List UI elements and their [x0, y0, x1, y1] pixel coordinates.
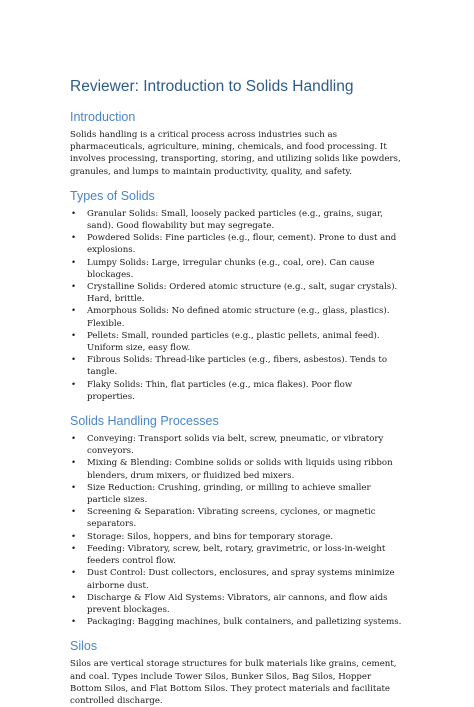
bullet-icon: • [71, 458, 77, 469]
silos-heading: Silos [70, 639, 98, 654]
list-item [70, 616, 402, 628]
list-item-text: Storage: Silos, hoppers, and bins for temporary storage. [87, 531, 334, 542]
introduction-paragraph: Solids handling is a critical process across industries such as pharmaceuticals, agriculture, mining, chemicals, and food processing. It involves processing, transporting, storing, and utilizing solids like powders, granules, and lumps to maintain productivity, quality, and safety. [70, 130, 401, 177]
document-title: Reviewer: Introduction to Solids Handling [70, 78, 354, 95]
list-item [70, 281, 402, 305]
list-item [70, 543, 402, 567]
list-item [70, 257, 402, 281]
list-item-text: Crystalline Solids: Ordered atomic structure (e.g., salt, sugar crystals). Hard, brittle. [87, 282, 398, 305]
bullet-icon: • [71, 592, 77, 603]
bullet-icon: • [71, 355, 77, 366]
processes-section [70, 414, 402, 628]
bullet-icon: • [71, 208, 77, 219]
list-item-text: Powdered Solids: Fine particles (e.g., flour, cement). Prone to dust and explosions. [87, 233, 397, 256]
bullet-icon: • [71, 306, 77, 317]
bullet-icon: • [71, 330, 77, 341]
list-item [70, 567, 402, 591]
list-item-text: Packaging: Bagging machines, bulk containers, and palletizing systems. [87, 617, 402, 628]
silos-section [70, 639, 402, 707]
list-item-text: Discharge & Flow Aid Systems: Vibrators, air cannons, and flow aids prevent blockages. [87, 592, 388, 615]
types-list [70, 208, 402, 403]
list-item [70, 592, 402, 616]
bullet-icon: • [71, 568, 77, 579]
bullet-icon: • [71, 282, 77, 293]
list-item [70, 433, 402, 457]
list-item-text: Screening & Separation: Vibrating screens, cyclones, or magnetic separators. [87, 507, 376, 530]
list-item-text: Granular Solids: Small, loosely packed particles (e.g., grains, sugar, sand). Good flowability but may segregate. [87, 208, 383, 232]
processes-list [70, 433, 402, 628]
bullet-icon: • [71, 531, 77, 542]
processes-heading: Solids Handling Processes [70, 414, 219, 429]
list-item-text: Conveying: Transport solids via belt, screw, pneumatic, or vibratory conveyors. [87, 434, 384, 457]
list-item-text: Lumpy Solids: Large, irregular chunks (e.g., coal, ore). Can cause blockages. [87, 257, 375, 280]
list-item-text: Flaky Solids: Thin, flat particles (e.g., mica flakes). Poor flow properties. [87, 379, 353, 402]
list-item [70, 506, 402, 530]
bullet-icon: • [71, 379, 77, 390]
list-item-text: Amorphous Solids: No defined atomic structure (e.g., glass, plastics). Flexible. [87, 306, 390, 329]
list-item [70, 531, 402, 543]
list-item-text: Dust Control: Dust collectors, enclosures, and spray systems minimize airborne dust. [87, 568, 395, 591]
list-item [70, 305, 402, 329]
bullet-icon: • [71, 617, 77, 628]
list-item-text: Mixing & Blending: Combine solids or solids with liquids using ribbon blenders, drum mixers, or fluidized bed mixers. [87, 458, 393, 481]
list-item-text: Fibrous Solids: Thread-like particles (e.g., fibers, asbestos). Tends to tangle. [87, 355, 388, 378]
bullet-icon: • [71, 434, 77, 445]
list-item [70, 232, 402, 256]
list-item [70, 482, 402, 506]
list-item-text: Feeding: Vibratory, screw, belt, rotary, gravimetric, or loss-in-weight feeders control flow. [87, 543, 386, 567]
list-item-text: Pellets: Small, rounded particles (e.g., plastic pellets, animal feed). Uniform size, easy flow. [87, 330, 380, 354]
list-item [70, 379, 402, 403]
list-item [70, 457, 402, 481]
bullet-icon: • [71, 507, 77, 518]
list-item [70, 208, 402, 232]
introduction-heading: Introduction [70, 110, 136, 124]
introduction-section [70, 110, 402, 178]
bullet-icon: • [71, 257, 77, 268]
silos-paragraph: Silos are vertical storage structures for bulk materials like grains, cement, and coal. Types include Tower Silos, Bunker Silos, Bag Silos, Hopper Bottom Silos, and Flat Bottom Silos. They protect materials and facilitate controlled discharge. [70, 659, 397, 706]
bullet-icon: • [71, 482, 77, 493]
types-heading: Types of Solids [70, 188, 155, 203]
bullet-icon: • [71, 543, 77, 554]
bullet-icon: • [71, 233, 77, 244]
list-item-text: Size Reduction: Crushing, grinding, or milling to achieve smaller particle sizes. [87, 482, 371, 506]
list-item [70, 354, 402, 378]
types-section [70, 189, 402, 403]
list-item [70, 330, 402, 354]
